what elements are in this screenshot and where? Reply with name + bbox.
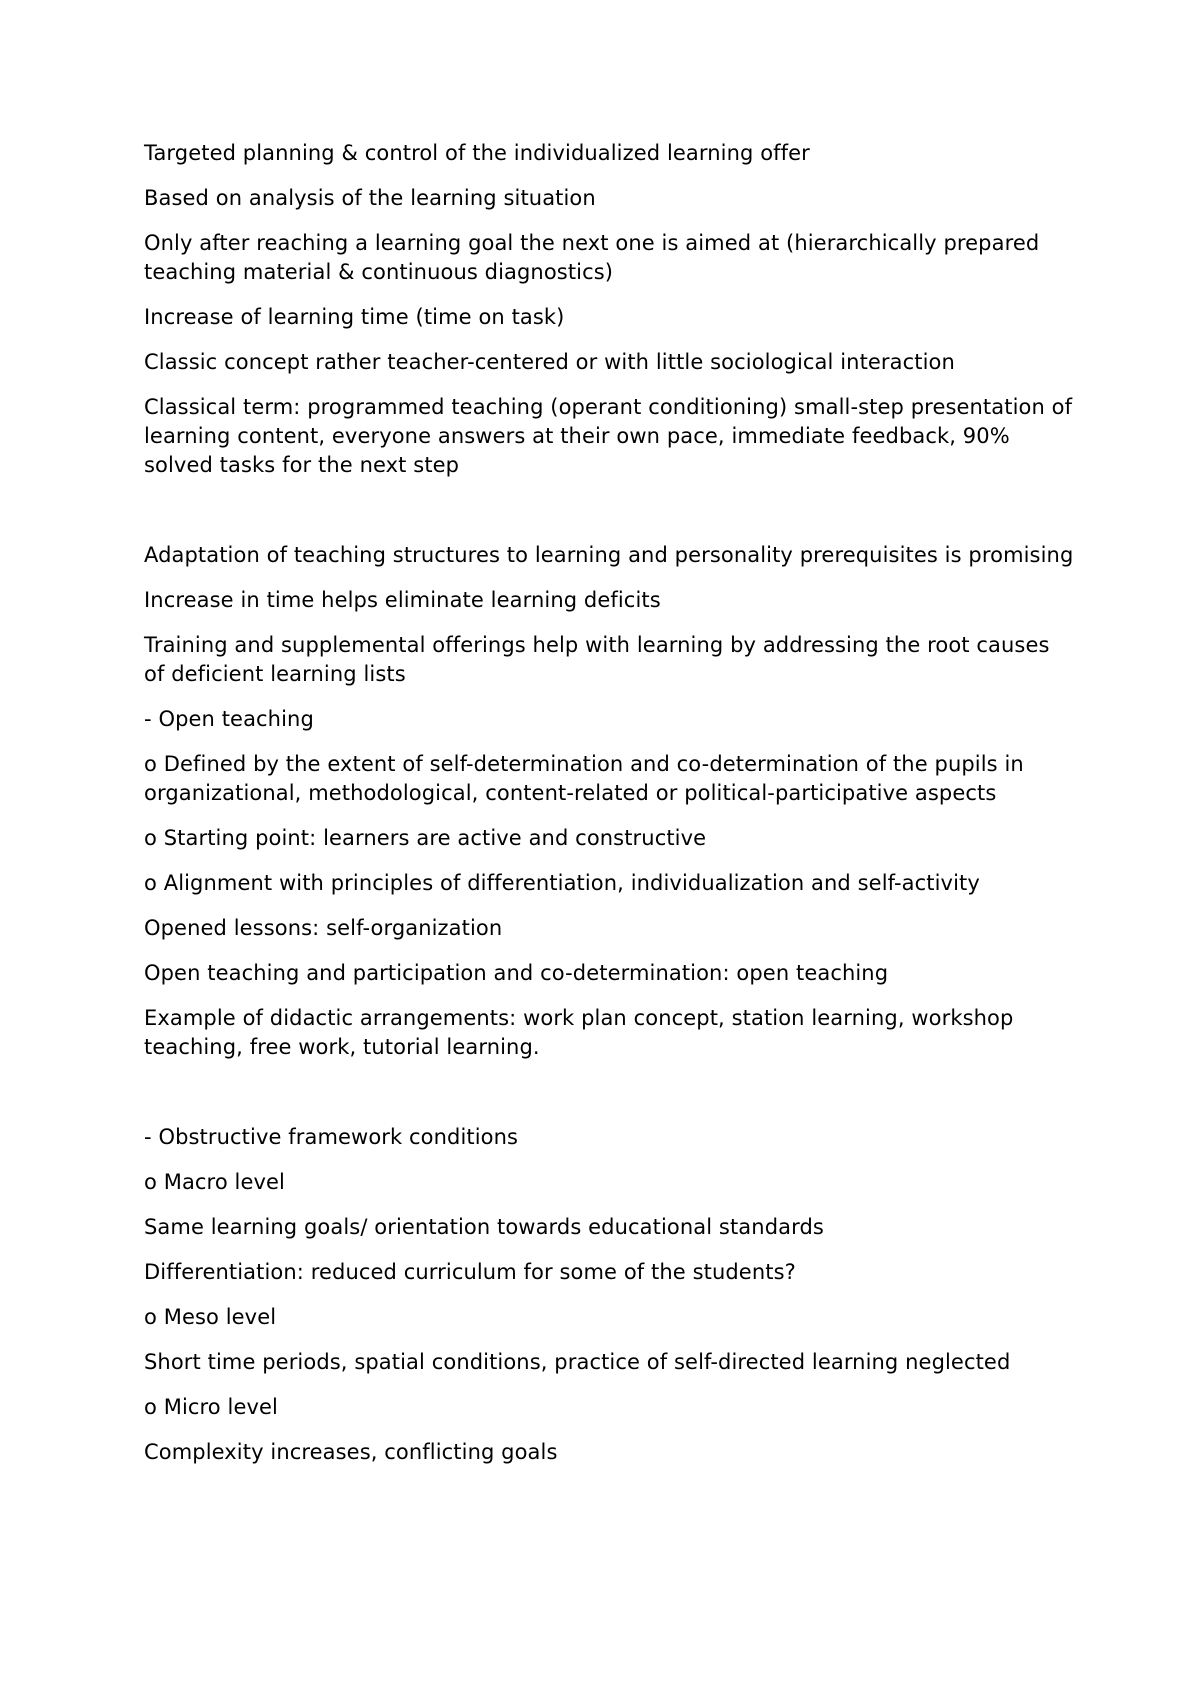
paragraph: Training and supplemental offerings help with learning by addressing the root causes of deficient learning lists <box>144 633 1050 686</box>
list-heading: - Open teaching <box>144 707 314 731</box>
paragraph: Differentiation: reduced curriculum for some of the students? <box>144 1260 796 1284</box>
list-item: o Meso level <box>144 1305 277 1329</box>
list-heading: - Obstructive framework conditions <box>144 1125 519 1149</box>
paragraph: Increase in time helps eliminate learning deficits <box>144 588 661 612</box>
paragraph: Example of didactic arrangements: work plan concept, station learning, workshop teaching, free work, tutorial learning. <box>144 1006 1014 1059</box>
paragraph: Targeted planning & control of the individualized learning offer <box>144 141 810 165</box>
list-item: o Defined by the extent of self-determination and co-determination of the pupils in organizational, methodological, content-related or political-participative aspects <box>144 752 1024 805</box>
section-spacer <box>144 496 1074 541</box>
list-item: o Macro level <box>144 1170 285 1194</box>
paragraph: Same learning goals/ orientation towards educational standards <box>144 1215 824 1239</box>
paragraph: Adaptation of teaching structures to learning and personality prerequisites is promising <box>144 543 1074 567</box>
paragraph: Opened lessons: self-organization <box>144 916 503 940</box>
paragraph: Classic concept rather teacher-centered or with little sociological interaction <box>144 350 955 374</box>
list-item: o Alignment with principles of differentiation, individualization and self-activity <box>144 871 980 895</box>
paragraph: Open teaching and participation and co-determination: open teaching <box>144 961 889 985</box>
document-body <box>144 139 1074 1483</box>
list-item: o Micro level <box>144 1395 278 1419</box>
paragraph: Increase of learning time (time on task) <box>144 305 565 329</box>
section-spacer <box>144 1078 1074 1123</box>
paragraph: Complexity increases, conflicting goals <box>144 1440 558 1464</box>
paragraph: Short time periods, spatial conditions, practice of self-directed learning neglected <box>144 1350 1011 1374</box>
paragraph: Only after reaching a learning goal the next one is aimed at (hierarchically prepared teaching material & continuous diagnostics) <box>144 231 1040 284</box>
list-item: o Starting point: learners are active and constructive <box>144 826 707 850</box>
paragraph: Based on analysis of the learning situation <box>144 186 596 210</box>
paragraph: Classical term: programmed teaching (operant conditioning) small-step presentation of learning content, everyone answers at their own pace, immediate feedback, 90% solved tasks for the next step <box>144 395 1073 477</box>
